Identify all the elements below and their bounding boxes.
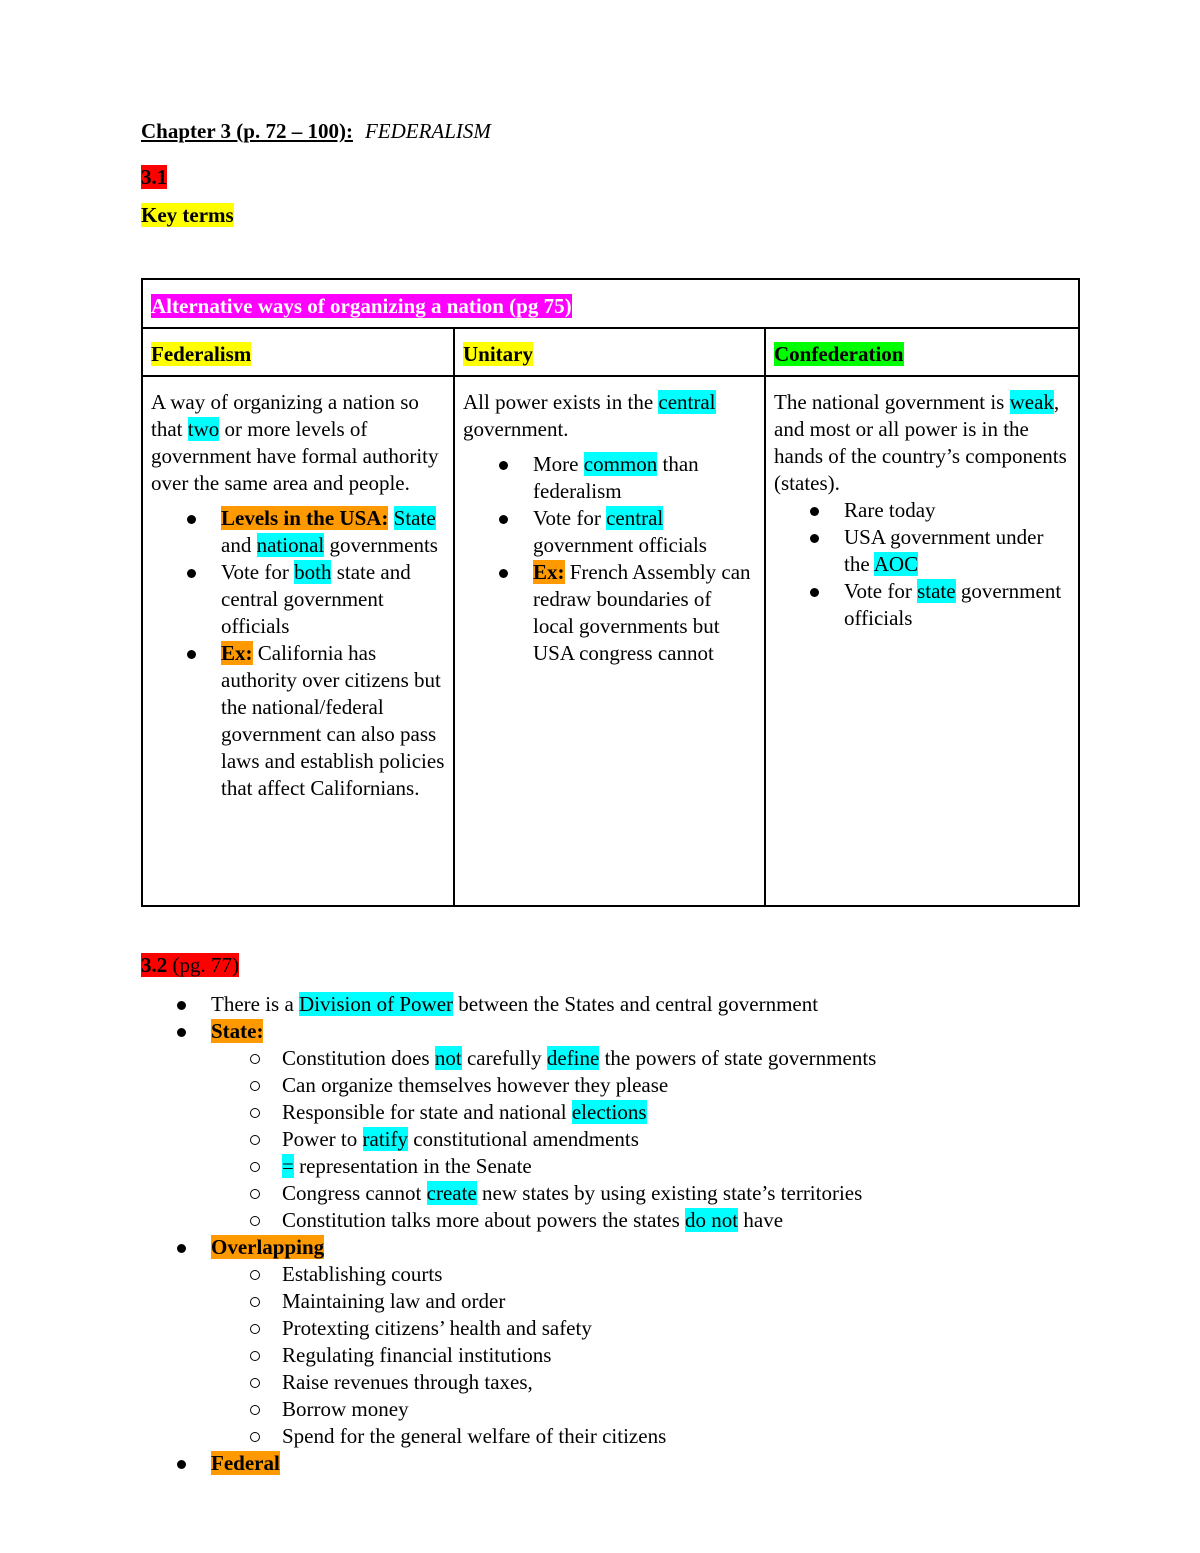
unitary-bullets [463, 451, 756, 667]
overlapping-powers-item: Overlapping Establishing courts Maintaining law and order Protexting citizens’ health and safety Regulating financial institutions Raise revenues through taxes, Borrow money Spend for the general welfare of their citizens [211, 1234, 1111, 1450]
unitary-definition: All power exists in the central government. [463, 390, 716, 441]
section-page-ref: (pg. 77) [167, 953, 239, 977]
state-powers-item: State: Constitution does not carefully define the powers of state governments Can organize themselves however they please Responsible for state and national elections Power to ratify constitutional amendments = representation in the Senate Congress cannot create new states by using existing state’s territories Constitution talks more about powers the states do not have [211, 1018, 1111, 1234]
list-item: Regulating financial institutions [282, 1342, 1111, 1369]
chapter-label: Chapter 3 (p. 72 – 100): [141, 119, 353, 143]
list-item: Congress cannot create new states by using existing state’s territories [282, 1180, 1111, 1207]
table-title: Alternative ways of organizing a nation (pg 75) [151, 294, 572, 318]
federalism-bullets [151, 505, 445, 802]
key-terms-heading [141, 202, 234, 229]
column-header-unitary [454, 328, 765, 376]
section-3-1-heading [141, 164, 167, 191]
list-item: Maintaining law and order [282, 1288, 1111, 1315]
list-item: Establishing courts [282, 1261, 1111, 1288]
list-item: Vote for state government officials [844, 578, 1070, 632]
header-label: Unitary [463, 342, 533, 366]
list-item: Ex: California has authority over citizens but the national/federal government can also pass laws and establish policies that affect Californians. [221, 641, 445, 800]
list-item: Responsible for state and national elections [282, 1099, 1111, 1126]
key-terms-label: Key terms [141, 203, 234, 227]
list-item: Protexting citizens’ health and safety [282, 1315, 1111, 1342]
header-label: Confederation [774, 342, 904, 366]
organization-table [141, 278, 1080, 907]
list-item: Constitution does not carefully define the powers of state governments [282, 1045, 1111, 1072]
list-item: Can organize themselves however they please [282, 1072, 1111, 1099]
confederation-definition: The national government is weak, and most or all power is in the hands of the country’s components (states). [774, 390, 1067, 495]
chapter-topic: FEDERALISM [364, 119, 491, 143]
section-number: 3.1 [141, 165, 168, 189]
list-item: Levels in the USA: State and national governments [221, 505, 445, 559]
list-item: Vote for both state and central government officials [221, 559, 445, 640]
column-header-federalism [142, 328, 454, 376]
section-3-2-list [141, 991, 1111, 1477]
list-item: = representation in the Senate [282, 1153, 1111, 1180]
unitary-cell [454, 376, 765, 906]
list-item: Vote for central government officials [533, 505, 756, 559]
federalism-cell [142, 376, 454, 906]
table-title-cell [142, 279, 1079, 328]
section-3-2-heading [141, 952, 239, 979]
list-item: More common than federalism [533, 451, 756, 505]
chapter-heading [141, 118, 491, 145]
list-item: Spend for the general welfare of their citizens [282, 1423, 1111, 1450]
list-item: There is a Division of Power between the States and central government [211, 991, 1111, 1018]
federal-powers-item: Federal [211, 1450, 1111, 1477]
list-item: Ex: French Assembly can redraw boundaries of local governments but USA congress cannot [533, 559, 756, 667]
confederation-cell [765, 376, 1079, 906]
list-item: Borrow money [282, 1396, 1111, 1423]
section-number: 3.2 [141, 953, 168, 977]
list-item: Rare today [844, 497, 1070, 524]
list-item: Power to ratify constitutional amendments [282, 1126, 1111, 1153]
list-item: Raise revenues through taxes, [282, 1369, 1111, 1396]
confederation-bullets [774, 497, 1070, 632]
list-item: Constitution talks more about powers the states do not have [282, 1207, 1111, 1234]
overlapping-powers-list [211, 1261, 1111, 1450]
list-item: USA government under the AOC [844, 524, 1070, 578]
state-powers-list [211, 1045, 1111, 1234]
federalism-definition: A way of organizing a nation so that two or more levels of government have formal authority over the same area and people. [151, 390, 439, 495]
header-label: Federalism [151, 342, 252, 366]
column-header-confederation [765, 328, 1079, 376]
